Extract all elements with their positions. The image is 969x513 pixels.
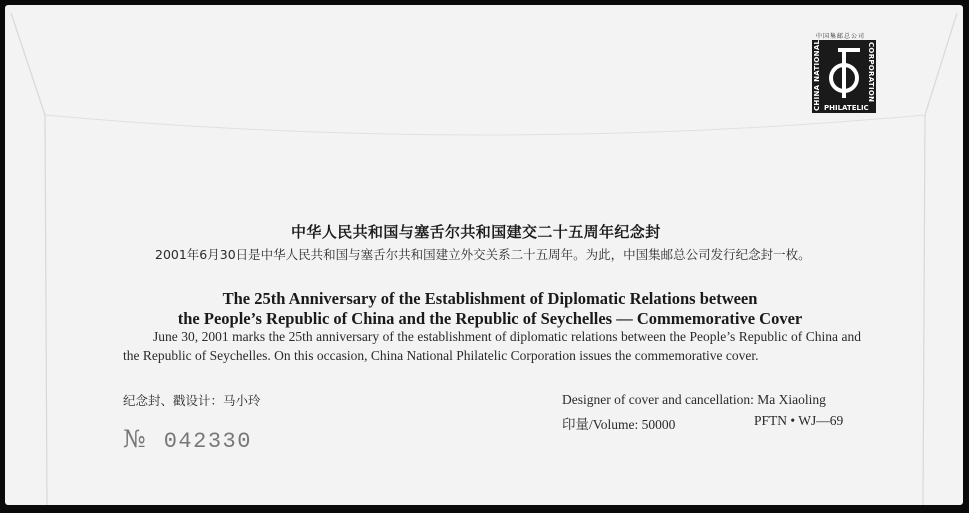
chinese-designer-credit: 纪念封、戳设计：马小玲 xyxy=(123,393,261,408)
serial-symbol: № xyxy=(123,425,146,453)
logo-right-text: CORPORATION xyxy=(867,42,875,103)
print-volume: 印量/Volume: 50000 xyxy=(562,417,676,432)
logo-bottom-text: PHILATELIC xyxy=(824,104,869,112)
chinese-body: 2001年6月30日是中华人民共和国与塞舌尔共和国建立外交关系二十五周年。为此，中国集邮总公司发行纪念封一枚。 xyxy=(155,247,811,262)
chinese-title: 中华人民共和国与塞舌尔共和国建交二十五周年纪念封 xyxy=(291,223,661,241)
logo-emblem xyxy=(812,40,876,113)
english-title xyxy=(165,289,815,329)
english-title-line-2: the People’s Republic of China and the Republic of Seychelles — Commemorative Cover xyxy=(177,309,803,328)
logo-left-text: CHINA NATIONAL xyxy=(813,39,821,111)
english-designer-credit: Designer of cover and cancellation: Ma Xiaoling xyxy=(562,392,826,407)
logo-chinese-name: 中国集邮总公司 xyxy=(816,33,866,40)
english-body: June 30, 2001 marks the 25th anniversary of the establishment of diplomatic relations between the People’s Republic of China and the Republic of Seychelles. On this occasion, China National Philatelic Corporation issues the commemorative cover. xyxy=(123,329,861,363)
english-title-line-1: The 25th Anniversary of the Establishment of Diplomatic Relations between xyxy=(222,289,758,308)
serial-number-stamp xyxy=(123,425,252,454)
cover-code: PFTN • WJ—69 xyxy=(754,413,844,428)
serial-number: 042330 xyxy=(163,429,252,454)
cnpc-logo xyxy=(808,31,880,115)
envelope-back xyxy=(5,5,963,505)
